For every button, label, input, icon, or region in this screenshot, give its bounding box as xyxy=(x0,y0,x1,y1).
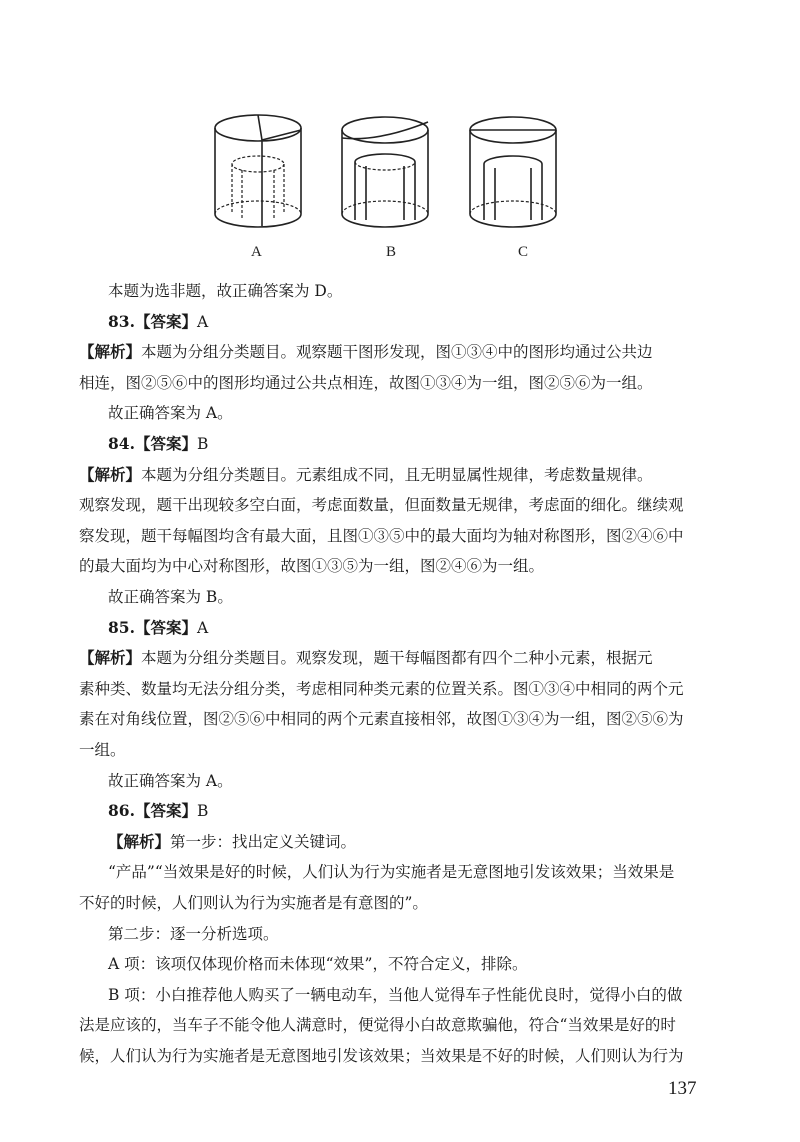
label-text: 83.【答案】 xyxy=(108,311,197,331)
text-line xyxy=(0,1015,800,1035)
body-text: 一组。 xyxy=(79,741,126,759)
body-text: 本题为分组分类题目。观察题干图形发现，图①③④中的图形均通过公共边 xyxy=(141,343,653,362)
body-text: 素种类、数量均无法分组分类，考虑相同种类元素的位置关系。图①③④中相同的两个元 xyxy=(79,679,684,698)
text-line xyxy=(0,556,800,576)
text-line xyxy=(0,862,800,882)
body-text: 候，人们认为行为实施者是无意图地引发该效果；当效果是不好的时候，人们则认为行为 xyxy=(79,1047,684,1065)
text-line xyxy=(0,709,800,729)
text-line xyxy=(0,924,800,944)
label-text: 85.【答案】 xyxy=(108,617,197,637)
text-line xyxy=(0,1046,800,1066)
text-line xyxy=(0,985,800,1005)
text-line xyxy=(0,526,800,546)
figure-label-a: A xyxy=(251,244,262,260)
body-text: 不好的时候，人们则认为行为实施者是有意图的”。 xyxy=(79,894,428,912)
body-text: 观察发现，题干出现较多空白面，考虑面数量，但面数量无规律，考虑面的细化。继续观 xyxy=(79,496,684,515)
text-line xyxy=(0,465,800,485)
text-line xyxy=(0,495,800,515)
text-line xyxy=(0,434,800,454)
body-text: 故正确答案为 A。 xyxy=(108,771,233,790)
label-text: 86.【答案】 xyxy=(108,801,197,821)
body-text: 本题为分组分类题目。元素组成不同，且无明显属性规律，考虑数量规律。 xyxy=(141,465,653,484)
body-text: 本题为选非题，故正确答案为 D。 xyxy=(108,282,343,300)
body-text: 故正确答案为 B。 xyxy=(108,588,233,606)
text-line xyxy=(0,771,800,791)
text-line xyxy=(0,403,800,423)
body-text: 第二步：逐一分析选项。 xyxy=(108,924,279,943)
body-text: A xyxy=(196,618,209,637)
text-line xyxy=(0,740,800,760)
label-text: 【解析】 xyxy=(108,831,171,851)
body-text: 故正确答案为 A。 xyxy=(108,404,233,423)
text-line xyxy=(0,587,800,607)
text-line xyxy=(0,832,800,852)
text-line xyxy=(0,648,800,668)
body-text: 的最大面均为中心对称图形，故图①③⑤为一组，图②④⑥为一组。 xyxy=(79,557,545,576)
text-line xyxy=(0,801,800,821)
body-text: 相连，图②⑤⑥中的图形均通过公共点相连，故图①③④为一组，图②⑤⑥为一组。 xyxy=(79,373,653,392)
body-text: 察发现，题干每幅图均含有最大面，且图①③⑤中的最大面均为轴对称图形，图②④⑥中 xyxy=(79,526,684,545)
body-text: 本题为分组分类题目。观察发现，题干每幅图都有四个二种小元素，根据元 xyxy=(141,649,653,668)
body-text: 素在对角线位置，图②⑤⑥中相同的两个元素直接相邻，故图①③④为一组，图②⑤⑥为 xyxy=(79,710,684,729)
cylinder-c xyxy=(470,117,556,227)
body-text: 法是应该的，当车子不能令他人满意时，便觉得小白故意欺骗他，符合“当效果是好的时 xyxy=(79,1016,676,1035)
body-text: A xyxy=(196,312,209,331)
page-number: 137 xyxy=(668,1078,697,1099)
figure-label-c: C xyxy=(518,244,529,260)
body-text: 第一步：找出定义关键词。 xyxy=(170,832,357,851)
label-text: 84.【答案】 xyxy=(108,434,197,453)
body-text: B xyxy=(196,435,209,453)
text-line xyxy=(0,893,800,913)
label-text: 【解析】 xyxy=(79,648,142,668)
body-text: A 项：该项仅体现价格而未体现“效果”，不符合定义，排除。 xyxy=(108,955,528,974)
body-text: B xyxy=(196,802,209,821)
text-line xyxy=(0,618,800,638)
label-text: 【解析】 xyxy=(79,464,142,484)
text-line xyxy=(0,342,800,362)
text-line xyxy=(0,312,800,332)
label-text: 【解析】 xyxy=(79,342,142,362)
figure-label-b: B xyxy=(386,244,397,260)
body-text: B 项：小白推荐他人购买了一辆电动车，当他人觉得车子性能优良时，觉得小白的做 xyxy=(108,985,683,1004)
cylinder-a xyxy=(215,115,301,227)
text-line xyxy=(0,281,800,301)
body-text: “产品”“当效果是好的时候，人们认为行为实施者是无意图地引发该效果；当效果是 xyxy=(108,863,675,882)
text-line xyxy=(0,373,800,393)
text-line xyxy=(0,679,800,699)
text-line xyxy=(0,954,800,974)
cylinder-b xyxy=(342,117,428,227)
